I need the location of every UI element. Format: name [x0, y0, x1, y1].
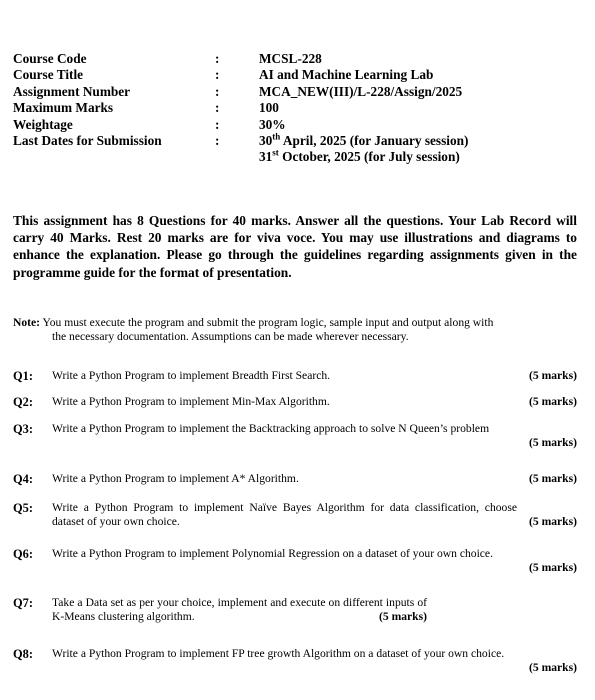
question-marks: (5 marks)	[529, 515, 577, 529]
meta-value: AI and Machine Learning Lab	[259, 67, 434, 83]
question-number: Q4:	[13, 472, 33, 486]
question-marks: (5 marks)	[379, 610, 427, 624]
meta-label: Assignment Number	[13, 83, 131, 99]
meta-value: MCSL-228	[259, 51, 322, 66]
question-number: Q7:	[13, 596, 33, 610]
date-suffix: st	[272, 148, 279, 159]
question-7	[13, 596, 577, 625]
meta-value: 30%	[259, 116, 286, 132]
question-marks: (5 marks)	[529, 369, 577, 382]
question-number: Q2:	[13, 395, 33, 409]
question-text: Write a Python Program to implement the Backtracking approach to solve N Queen’s problem	[52, 422, 490, 435]
question-marks: (5 marks)	[529, 561, 577, 575]
meta-value-date-july	[13, 149, 468, 165]
meta-row-weightage	[13, 117, 468, 133]
question-marks: (5 marks)	[529, 661, 577, 675]
question-number: Q8:	[13, 647, 33, 661]
meta-value: MCA_NEW(III)/L-228/Assign/2025	[259, 83, 463, 99]
meta-colon: :	[215, 133, 220, 149]
meta-label: Course Title	[13, 67, 84, 83]
question-text: Write a Python Program to implement Min-Max Algorithm.	[52, 395, 330, 408]
meta-row-course-code	[13, 51, 468, 67]
meta-colon: :	[215, 100, 220, 116]
question-text: Take a Data set as per your choice, implement and execute on different inputs of K-Means clustering algorithm.	[52, 596, 427, 624]
meta-colon: :	[215, 67, 220, 83]
note-text-1: You must execute the program and submit the program logic, sample input and output along with	[42, 316, 494, 329]
note-block	[13, 316, 577, 345]
question-3	[13, 422, 577, 451]
question-text: Write a Python Program to implement Polynomial Regression on a dataset of your own choice.	[52, 547, 493, 560]
question-number: Q6:	[13, 547, 33, 561]
intro-paragraph: This assignment has 8 Questions for 40 marks. Answer all the questions. Your Lab Record will carry 40 Marks. Rest 20 marks are for viva voce. You may use illustrations and diagrams to enhance the explanation. Please go through the guidelines regarding assignments given in the programme guide for the format of presentation.	[13, 213, 577, 280]
meta-row-maximum-marks	[13, 100, 468, 116]
course-meta	[13, 51, 468, 166]
note-line-1	[13, 316, 577, 330]
date-day: 30	[259, 133, 273, 149]
question-marks: (5 marks)	[529, 436, 577, 450]
question-text: Write a Python Program to implement FP tree growth Algorithm on a dataset of your own choice.	[52, 647, 505, 660]
question-number: Q5:	[13, 501, 33, 515]
question-8	[13, 647, 577, 676]
question-number: Q1:	[13, 369, 33, 383]
meta-label: Last Dates for Submission	[13, 133, 162, 149]
meta-colon: :	[215, 116, 220, 132]
question-text: Write a Python Program to implement A* Algorithm.	[52, 472, 299, 485]
meta-label: Course Code	[13, 51, 87, 66]
question-6	[13, 547, 577, 576]
meta-label: Maximum Marks	[13, 100, 114, 116]
question-text: Write a Python Program to implement Breadth First Search.	[52, 369, 331, 382]
meta-row-assignment-number	[13, 84, 468, 100]
question-2	[13, 395, 577, 409]
question-4	[13, 472, 577, 486]
question-marks: (5 marks)	[529, 395, 577, 408]
date-day: 31	[259, 149, 273, 165]
meta-row-course-title	[13, 67, 468, 83]
meta-row-last-dates	[13, 133, 468, 149]
meta-colon: :	[215, 51, 220, 66]
meta-label: Weightage	[13, 116, 73, 132]
question-5	[13, 501, 577, 530]
meta-value-date-january	[259, 133, 468, 149]
meta-colon: :	[215, 83, 220, 99]
question-number: Q3:	[13, 422, 33, 436]
date-rest: October, 2025 (for July session)	[278, 149, 460, 165]
question-marks: (5 marks)	[529, 472, 577, 485]
date-suffix: th	[272, 131, 281, 142]
question-text: Write a Python Program to implement Naïve Bayes Algorithm for data classification, choose dataset of your own choice.	[52, 501, 517, 529]
date-rest: April, 2025 (for January session)	[280, 133, 469, 149]
note-line-2: the necessary documentation. Assumptions can be made wherever necessary.	[52, 330, 409, 344]
meta-value: 100	[259, 100, 279, 116]
question-1	[13, 369, 577, 383]
note-lead: Note:	[13, 316, 41, 329]
